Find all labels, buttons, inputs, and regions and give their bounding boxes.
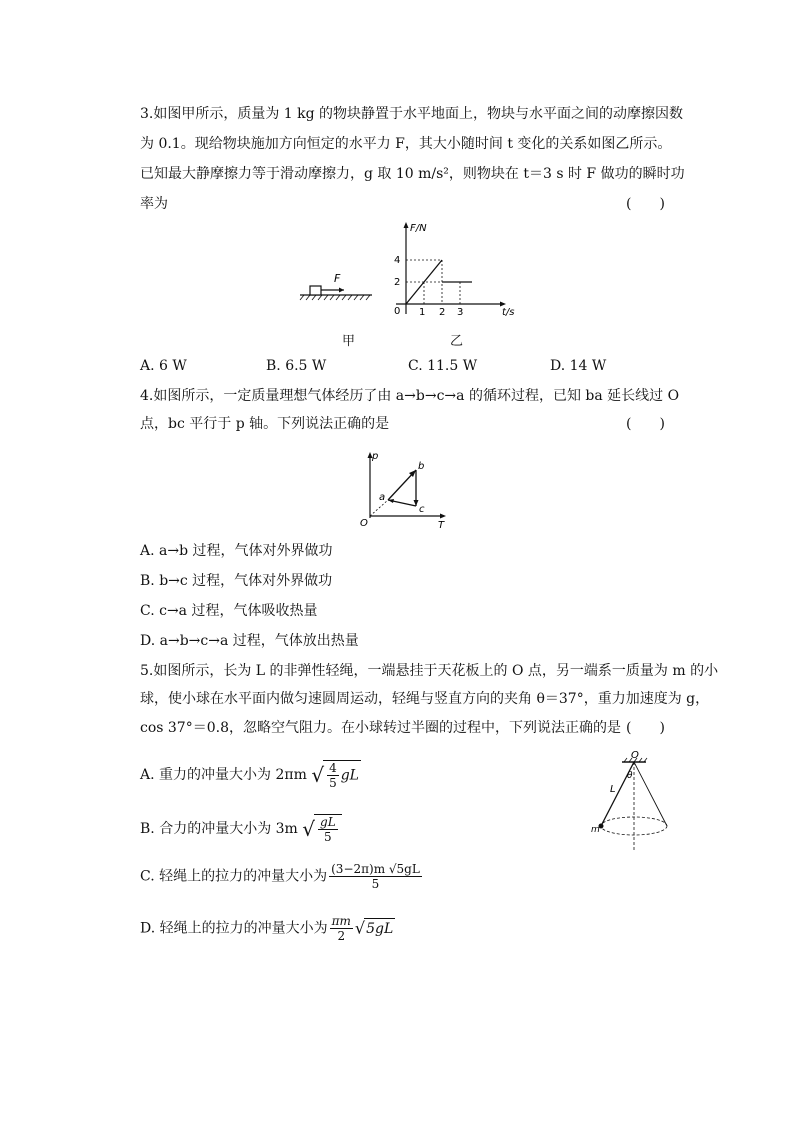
- sqrt-symbol: √: [311, 763, 325, 787]
- force-arrow-head: [339, 288, 344, 293]
- t-axis-label: t/s: [502, 307, 515, 318]
- q3-line-4: 率为: [140, 196, 168, 212]
- p-axis-label: p: [372, 451, 379, 462]
- f-axis-label: F/N: [410, 223, 427, 234]
- q3-option-c[interactable]: C. 11.5 W: [408, 358, 478, 374]
- x-tick-3: 3: [457, 307, 464, 318]
- q5-option-a-radicand: [323, 760, 361, 790]
- q3-option-b[interactable]: B. 6.5 W: [266, 358, 327, 374]
- t-axis-arrow: [500, 302, 506, 307]
- frac-num: gL: [320, 815, 336, 829]
- q4-line-2: 点，bc 平行于 p 轴。下列说法正确的是: [140, 416, 390, 432]
- frac-den: 2: [337, 929, 346, 943]
- q5-option-c-text: C. 轻绳上的拉力的冲量大小为: [140, 868, 328, 885]
- q5-option-d-fraction: [330, 914, 353, 943]
- q3-figure-yi: [384, 218, 524, 318]
- q3-figure-jia: [296, 268, 376, 308]
- q4-option-d[interactable]: D. a→b→c→a 过程，气体放出热量: [140, 633, 359, 649]
- q5-option-a-text: A. 重力的冲量大小为 2πm: [140, 767, 307, 783]
- block: [310, 286, 321, 295]
- frac-num: πm: [331, 914, 351, 928]
- q4-option-a[interactable]: A. a→b 过程，气体对外界做功: [140, 543, 333, 559]
- q4-option-b[interactable]: B. b→c 过程，气体对外界做功: [140, 573, 333, 589]
- q3-option-a[interactable]: A. 6 W: [140, 358, 187, 374]
- q4-answer-paren: ( ): [626, 416, 665, 432]
- q3-line-1: 3.如图甲所示，质量为 1 kg 的物块静置于水平地面上，物块与水平面之间的动摩擦因数: [140, 106, 684, 122]
- sqrt-symbol: √: [302, 817, 316, 841]
- q3-fig-jia-caption: 甲: [342, 334, 356, 349]
- point-c-label: c: [419, 504, 425, 515]
- q5-line-1: 5.如图所示，长为 L 的非弹性轻绳，一端悬挂于天花板上的 O 点，另一端系一质量为 m 的小: [140, 663, 719, 679]
- q3-line-2: 为 0.1。现给物块施加方向恒定的水平力 F，其大小随时间 t 变化的关系如图乙所示。: [140, 136, 672, 152]
- q5-option-c[interactable]: [140, 862, 424, 891]
- q3-answer-paren: ( ): [626, 196, 665, 212]
- q5-option-a[interactable]: [140, 760, 361, 790]
- origin-label: 0: [394, 306, 401, 317]
- q3-fig-yi-caption: 乙: [450, 334, 464, 349]
- q5-option-d-text: D. 轻绳上的拉力的冲量大小为: [140, 920, 328, 937]
- q5-option-c-fraction: [329, 862, 422, 891]
- q5-line-2: 球，使小球在水平面内做匀速圆周运动，轻绳与竖直方向的夹角 θ＝37°，重力加速度为 g，: [140, 691, 710, 707]
- q5-option-d-radicand: 5gL: [364, 918, 395, 939]
- frac-den: 5: [329, 776, 337, 790]
- frac-den: 5: [324, 830, 332, 844]
- y-tick-2: 2: [394, 277, 401, 288]
- frac-den: 5: [371, 877, 380, 891]
- theta-label: θ: [627, 771, 633, 781]
- point-a-label: a: [379, 492, 386, 503]
- y-tick-4: 4: [394, 255, 401, 266]
- ground-hatch: [300, 295, 370, 300]
- q5-figure-cone: [590, 748, 680, 856]
- length-label: L: [610, 784, 616, 795]
- cone-side: [634, 762, 667, 826]
- q5-option-b-radicand: [314, 814, 342, 844]
- t-axis-arrow: [440, 514, 446, 519]
- mass-label: m: [591, 825, 600, 835]
- frac-num: (3−2π)m √5gL: [331, 862, 420, 876]
- q4-figure-pt: [358, 448, 454, 528]
- q3-line-3: 已知最大静摩擦力等于滑动摩擦力，g 取 10 m/s²，则物块在 t＝3 s 时 F 做功的瞬时功: [140, 166, 685, 182]
- frac-num: 4: [329, 761, 337, 775]
- f-axis-arrow: [404, 222, 409, 228]
- q4-line-1: 4.如图所示，一定质量理想气体经历了由 a→b→c→a 的循环过程，已知 ba 延长线过 O: [140, 388, 680, 404]
- point-o-label: O: [631, 750, 639, 761]
- x-tick-1: 1: [419, 307, 426, 318]
- q5-answer-paren: ( ): [626, 720, 665, 736]
- q4-option-c[interactable]: C. c→a 过程，气体吸收热量: [140, 603, 318, 619]
- q5-option-b[interactable]: [140, 814, 342, 844]
- origin-label: O: [360, 518, 368, 528]
- q5-option-d[interactable]: [140, 914, 395, 943]
- t-axis-label: T: [438, 520, 445, 528]
- x-tick-2: 2: [439, 307, 446, 318]
- sqrt-symbol: √: [354, 918, 366, 938]
- q5-option-a-tail: gL: [340, 767, 359, 784]
- q5-line-3: cos 37°＝0.8，忽略空气阻力。在小球转过半圈的过程中，下列说法正确的是: [140, 720, 621, 736]
- q3-option-d[interactable]: D. 14 W: [550, 358, 607, 374]
- q5-option-b-text: B. 合力的冲量大小为 3m: [140, 821, 298, 837]
- point-b-label: b: [418, 461, 425, 472]
- force-label: F: [334, 272, 341, 285]
